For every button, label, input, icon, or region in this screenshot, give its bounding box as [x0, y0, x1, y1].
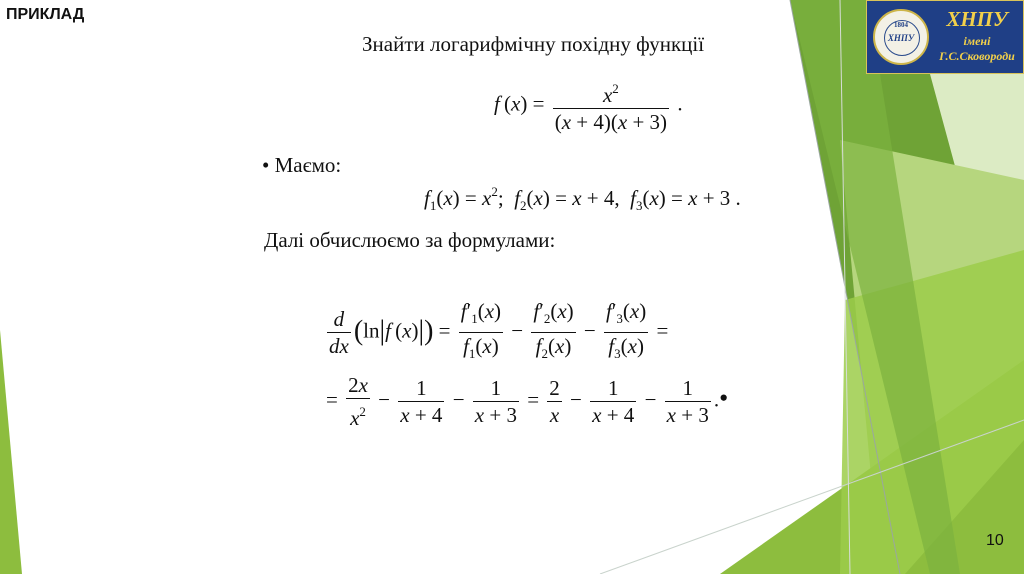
bullet-marker: •	[262, 153, 270, 177]
university-logo	[866, 0, 1024, 74]
component-functions: $f_1(x) = x^2$; $f_2(x) = x + 4$, $f_3(x) = x + 3$ .	[424, 184, 741, 213]
seal-text: ХНПУ	[887, 33, 915, 43]
have-line	[262, 153, 341, 178]
logo-line-3: Г.С.Сковороди	[939, 49, 1015, 63]
slide-heading: ПРИКЛАД	[6, 6, 85, 23]
page-number: 10	[986, 532, 1004, 549]
logo-line-2: імені	[963, 34, 991, 48]
seal-icon	[873, 9, 929, 65]
end-bullet: •	[719, 383, 729, 413]
seal-year: 1804	[894, 21, 908, 29]
task-text: Знайти логарифмічну похідну функції	[362, 32, 705, 56]
logo-abbreviation: ХНПУ	[946, 7, 1008, 31]
derivative-formula-line-2: = $\frac{2x}{x^2}$ − $\frac{1}{x + 4}$ − $\frac{1}{x + 3}$ = $\frac{2}{x}$ − $\frac{1}{x + 4}$ − $\frac{1}{x + 3}$ .•	[326, 373, 729, 430]
left-green-strip	[0, 330, 22, 574]
function-formula: f (x) = $\frac{x^2}{(x + 4)(x + 3)}$ .	[494, 76, 683, 135]
derivative-formula-line-1: $\frac{d}{dx}$ (ln|f (x)|) = $\frac{f'_1(x)}{f_1(x)}$ − $\frac{f'_2(x)}{f_2(x)}$ − $\frac{f'_3(x)}{f_3(x)}$ =	[329, 299, 669, 361]
have-text: Маємо:	[274, 153, 342, 177]
next-text: Далі обчислюємо за формулами:	[264, 228, 556, 252]
